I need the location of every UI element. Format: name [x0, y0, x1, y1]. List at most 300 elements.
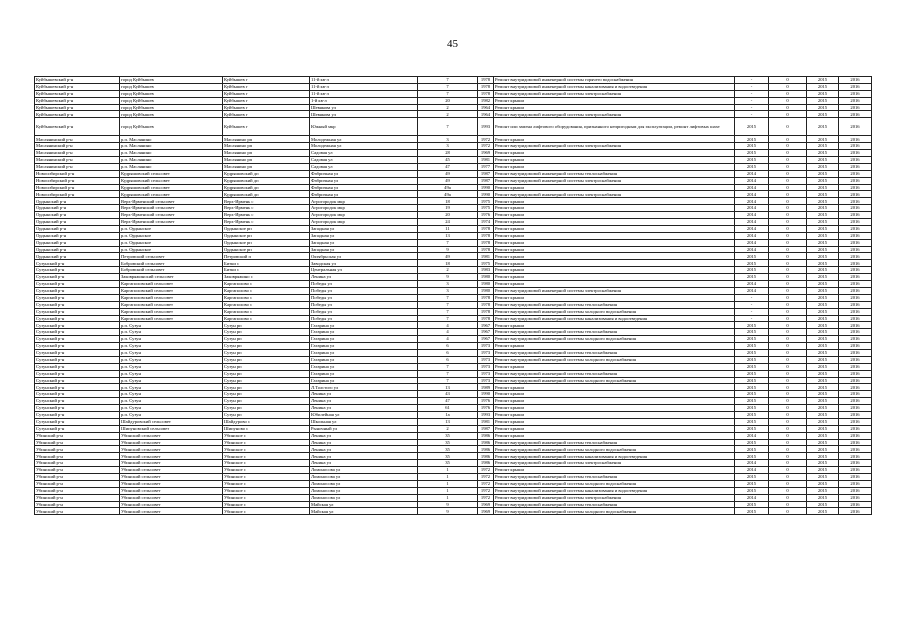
build-year-cell: 1969	[478, 501, 494, 508]
house-number-cell: 7	[418, 83, 478, 90]
start-year-cell: 2015	[807, 384, 839, 391]
table-row	[35, 398, 872, 405]
municipality-cell: Ордынский р-н	[35, 239, 120, 246]
build-year-cell: 1973	[478, 377, 494, 384]
start-year-cell: 2015	[807, 212, 839, 219]
locality-cell: Сузун рп	[223, 370, 310, 377]
locality-cell: Битки с	[223, 260, 310, 267]
survey-year-cell: 2015	[735, 377, 769, 384]
end-year-cell: 2016	[839, 356, 872, 363]
locality-cell: Куйбышев г	[223, 111, 310, 118]
cost-cell: 0	[769, 219, 807, 226]
work-type-cell: Ремонт внутридомовой инженерной системы теплоснабжения	[494, 301, 735, 308]
work-type-cell: Ремонт или замена лифтового оборудования, признанного непригодным для эксплуатации, ремонт лифтовых шахт	[494, 118, 735, 136]
settlement-cell: р.п. Сузун	[120, 411, 223, 418]
house-number-cell: 43	[418, 391, 478, 398]
cost-cell: 0	[769, 191, 807, 198]
start-year-cell: 2015	[807, 446, 839, 453]
settlement-cell: Убинский сельсовет	[120, 501, 223, 508]
build-year-cell: 1972	[478, 473, 494, 480]
start-year-cell: 2015	[807, 267, 839, 274]
survey-year-cell: 2015	[735, 253, 769, 260]
table-row	[35, 163, 872, 170]
settlement-cell: Каргаполовский сельсовет	[120, 281, 223, 288]
end-year-cell: 2016	[839, 177, 872, 184]
street-cell: Ломоносова ул	[310, 467, 418, 474]
survey-year-cell: 2014	[735, 212, 769, 219]
municipality-cell: Сузунский р-н	[35, 267, 120, 274]
start-year-cell: 2015	[807, 501, 839, 508]
settlement-cell: р.п. Сузун	[120, 343, 223, 350]
work-type-cell: Ремонт крыши	[494, 274, 735, 281]
start-year-cell: 2015	[807, 219, 839, 226]
build-year-cell: 1987	[478, 177, 494, 184]
locality-cell: Кудряшовский дп	[223, 191, 310, 198]
cost-cell: 0	[769, 460, 807, 467]
street-cell: Молодежная ул	[310, 136, 418, 143]
house-number-cell: 35	[418, 460, 478, 467]
cost-cell: 0	[769, 418, 807, 425]
cost-cell: 0	[769, 118, 807, 136]
municipality-cell: Сузунский р-н	[35, 384, 120, 391]
end-year-cell: 2016	[839, 315, 872, 322]
survey-year-cell: 2015	[735, 150, 769, 157]
locality-cell: Сузун рп	[223, 336, 310, 343]
cost-cell: 0	[769, 136, 807, 143]
start-year-cell: 2015	[807, 232, 839, 239]
work-type-cell: Ремонт крыши	[494, 384, 735, 391]
start-year-cell: 2015	[807, 308, 839, 315]
settlement-cell: р.п. Сузун	[120, 363, 223, 370]
street-cell: Победы ул	[310, 281, 418, 288]
survey-year-cell: 2014	[735, 281, 769, 288]
start-year-cell: 2015	[807, 315, 839, 322]
street-cell: Ленина ул	[310, 432, 418, 439]
locality-cell: Куйбышев г	[223, 104, 310, 111]
end-year-cell: 2016	[839, 494, 872, 501]
table-row	[35, 191, 872, 198]
locality-cell: Убинское с	[223, 494, 310, 501]
survey-year-cell: 2014	[735, 494, 769, 501]
end-year-cell: 2016	[839, 184, 872, 191]
settlement-cell: р.п. Маслянино	[120, 163, 223, 170]
house-number-cell: 49а	[418, 191, 478, 198]
cost-cell: 0	[769, 405, 807, 412]
survey-year-cell: 2015	[735, 425, 769, 432]
street-cell: Гагарина ул	[310, 356, 418, 363]
table-row	[35, 294, 872, 301]
start-year-cell: 2015	[807, 480, 839, 487]
municipality-cell: Убинский р-н	[35, 487, 120, 494]
street-cell: Майская ул	[310, 508, 418, 515]
house-number-cell: 45	[418, 157, 478, 164]
street-cell: Юбилейная ул	[310, 411, 418, 418]
survey-year-cell: 2015	[735, 163, 769, 170]
end-year-cell: 2016	[839, 446, 872, 453]
house-number-cell: 13	[418, 232, 478, 239]
cost-cell: 0	[769, 391, 807, 398]
street-cell: Южный мкр	[310, 118, 418, 136]
work-type-cell: Ремонт внутридомовой инженерной системы холодного водоснабжения	[494, 446, 735, 453]
start-year-cell: 2015	[807, 460, 839, 467]
settlement-cell: город Куйбышев	[120, 77, 223, 84]
cost-cell: 0	[769, 473, 807, 480]
house-number-cell: 7	[418, 377, 478, 384]
start-year-cell: 2015	[807, 398, 839, 405]
end-year-cell: 2016	[839, 343, 872, 350]
table-row	[35, 239, 872, 246]
street-cell: Октябрьская ул	[310, 253, 418, 260]
build-year-cell: 1973	[478, 363, 494, 370]
build-year-cell: 1972	[478, 494, 494, 501]
street-cell: Л.Толстого ул	[310, 384, 418, 391]
cost-cell: 0	[769, 150, 807, 157]
locality-cell: Маслянино рп	[223, 157, 310, 164]
work-type-cell: Ремонт внутридомовой инженерной системы электроснабжения	[494, 90, 735, 97]
table-row	[35, 453, 872, 460]
start-year-cell: 2015	[807, 473, 839, 480]
build-year-cell: 1976	[478, 212, 494, 219]
table-row	[35, 411, 872, 418]
locality-cell: Куйбышев г	[223, 118, 310, 136]
table-row	[35, 83, 872, 90]
municipality-cell: Ордынский р-н	[35, 253, 120, 260]
end-year-cell: 2016	[839, 308, 872, 315]
street-cell: Фабричная ул	[310, 184, 418, 191]
survey-year-cell: 2015	[735, 384, 769, 391]
municipality-cell: Убинский р-н	[35, 494, 120, 501]
house-number-cell: 61	[418, 405, 478, 412]
street-cell: Ломоносова ул	[310, 480, 418, 487]
table-row	[35, 391, 872, 398]
municipality-cell: Ордынский р-н	[35, 205, 120, 212]
table-row	[35, 356, 872, 363]
end-year-cell: 2016	[839, 370, 872, 377]
house-number-cell: 3	[418, 281, 478, 288]
cost-cell: 0	[769, 143, 807, 150]
work-type-cell: Ремонт крыши	[494, 157, 735, 164]
street-cell: Западная ул	[310, 246, 418, 253]
cost-cell: 0	[769, 501, 807, 508]
municipality-cell: Убинский р-н	[35, 439, 120, 446]
locality-cell: Ордынское рп	[223, 239, 310, 246]
house-number-cell: 1а	[418, 411, 478, 418]
work-type-cell: Ремонт крыши	[494, 294, 735, 301]
house-number-cell: 47	[418, 163, 478, 170]
locality-cell: Кудряшовский дп	[223, 184, 310, 191]
municipality-cell: Куйбышевский р-н	[35, 104, 120, 111]
work-type-cell: Ремонт крыши	[494, 184, 735, 191]
street-cell: Ленина ул	[310, 460, 418, 467]
work-type-cell: Ремонт крыши	[494, 363, 735, 370]
street-cell: Гагарина ул	[310, 329, 418, 336]
end-year-cell: 2016	[839, 83, 872, 90]
end-year-cell: 2016	[839, 170, 872, 177]
work-type-cell: Ремонт крыши	[494, 343, 735, 350]
start-year-cell: 2015	[807, 363, 839, 370]
survey-year-cell: 2014	[735, 460, 769, 467]
locality-cell: Убинское с	[223, 480, 310, 487]
house-number-cell: 20	[418, 97, 478, 104]
house-number-cell: 1	[418, 487, 478, 494]
municipality-cell: Сузунский р-н	[35, 308, 120, 315]
table-row	[35, 315, 872, 322]
house-number-cell: 18	[418, 260, 478, 267]
settlement-cell: Убинский сельсовет	[120, 432, 223, 439]
locality-cell: Маслянино рп	[223, 143, 310, 150]
work-type-cell: Ремонт внутридомовой инженерной системы электроснабжения	[494, 191, 735, 198]
work-type-cell: Ремонт крыши	[494, 391, 735, 398]
table-row	[35, 253, 872, 260]
end-year-cell: 2016	[839, 460, 872, 467]
municipality-cell: Куйбышевский р-н	[35, 118, 120, 136]
settlement-cell: р.п. Ордынское	[120, 232, 223, 239]
locality-cell: Куйбышев г	[223, 90, 310, 97]
table-row	[35, 170, 872, 177]
build-year-cell: 1986	[478, 439, 494, 446]
locality-cell: Сузун рп	[223, 384, 310, 391]
municipality-cell: Сузунский р-н	[35, 391, 120, 398]
work-type-cell: Ремонт крыши	[494, 418, 735, 425]
survey-year-cell: 2014	[735, 219, 769, 226]
locality-cell: Маслянино рп	[223, 136, 310, 143]
street-cell: Гагарина ул	[310, 363, 418, 370]
settlement-cell: Шайдуровский сельсовет	[120, 418, 223, 425]
house-number-cell: 7	[418, 77, 478, 84]
street-cell: Ленина ул	[310, 446, 418, 453]
street-cell: Агрогородок мкр	[310, 205, 418, 212]
end-year-cell: 2016	[839, 232, 872, 239]
municipality-cell: Ордынский р-н	[35, 225, 120, 232]
start-year-cell: 2015	[807, 191, 839, 198]
survey-year-cell: 2015	[735, 343, 769, 350]
cost-cell: 0	[769, 246, 807, 253]
work-type-cell: Ремонт крыши	[494, 246, 735, 253]
end-year-cell: 2016	[839, 281, 872, 288]
start-year-cell: 2015	[807, 143, 839, 150]
survey-year-cell: 2015	[735, 411, 769, 418]
street-cell: Победы ул	[310, 294, 418, 301]
settlement-cell: р.п. Сузун	[120, 322, 223, 329]
end-year-cell: 2016	[839, 136, 872, 143]
locality-cell: Убинское с	[223, 446, 310, 453]
locality-cell: Верх-Ирмень с	[223, 198, 310, 205]
locality-cell: Сузун рп	[223, 411, 310, 418]
build-year-cell: 1975	[478, 205, 494, 212]
end-year-cell: 2016	[839, 191, 872, 198]
settlement-cell: Убинский сельсовет	[120, 494, 223, 501]
end-year-cell: 2016	[839, 77, 872, 84]
end-year-cell: 2016	[839, 405, 872, 412]
end-year-cell: 2016	[839, 508, 872, 515]
survey-year-cell: 2014	[735, 191, 769, 198]
locality-cell: Маслянино рп	[223, 150, 310, 157]
cost-cell: 0	[769, 177, 807, 184]
end-year-cell: 2016	[839, 363, 872, 370]
survey-year-cell: 2014	[735, 287, 769, 294]
table-row	[35, 439, 872, 446]
table-row	[35, 336, 872, 343]
table-row	[35, 418, 872, 425]
end-year-cell: 2016	[839, 260, 872, 267]
survey-year-cell: 2015	[735, 439, 769, 446]
settlement-cell: Убинский сельсовет	[120, 453, 223, 460]
locality-cell: Ордынское рп	[223, 225, 310, 232]
settlement-cell: Убинский сельсовет	[120, 460, 223, 467]
end-year-cell: 2016	[839, 219, 872, 226]
survey-year-cell: 2014	[735, 198, 769, 205]
work-type-cell: Ремонт крыши	[494, 281, 735, 288]
cost-cell: 0	[769, 97, 807, 104]
cost-cell: 0	[769, 439, 807, 446]
settlement-cell: р.п. Сузун	[120, 349, 223, 356]
municipality-cell: Куйбышевский р-н	[35, 90, 120, 97]
table-row	[35, 446, 872, 453]
work-type-cell: Ремонт внутридомовой инженерной системы электроснабжения	[494, 143, 735, 150]
capital-repair-table	[34, 76, 872, 515]
locality-cell: Убинское с	[223, 501, 310, 508]
survey-year-cell: 2014	[735, 177, 769, 184]
build-year-cell: 1986	[478, 453, 494, 460]
build-year-cell: 1978	[478, 232, 494, 239]
work-type-cell: Ремонт внутридомовой инженерной системы холодного водоснабжения	[494, 336, 735, 343]
house-number-cell: 4	[418, 329, 478, 336]
table-row	[35, 329, 872, 336]
table-row	[35, 260, 872, 267]
work-type-cell: Ремонт крыши	[494, 432, 735, 439]
street-cell: Фабричная ул	[310, 170, 418, 177]
build-year-cell: 1972	[478, 487, 494, 494]
settlement-cell: Заковряжинский сельсовет	[120, 274, 223, 281]
start-year-cell: 2015	[807, 432, 839, 439]
settlement-cell: Убинский сельсовет	[120, 480, 223, 487]
build-year-cell: 1973	[478, 343, 494, 350]
table-row	[35, 225, 872, 232]
start-year-cell: 2015	[807, 184, 839, 191]
cost-cell: 0	[769, 349, 807, 356]
house-number-cell: 2	[418, 267, 478, 274]
start-year-cell: 2015	[807, 246, 839, 253]
street-cell: Победы ул	[310, 315, 418, 322]
work-type-cell: Ремонт крыши	[494, 163, 735, 170]
settlement-cell: р.п. Сузун	[120, 391, 223, 398]
start-year-cell: 2015	[807, 170, 839, 177]
cost-cell: 0	[769, 480, 807, 487]
end-year-cell: 2016	[839, 294, 872, 301]
street-cell: Ленина ул	[310, 405, 418, 412]
street-cell: 11-й кв-л	[310, 83, 418, 90]
cost-cell: 0	[769, 329, 807, 336]
survey-year-cell: 2015	[735, 260, 769, 267]
start-year-cell: 2015	[807, 349, 839, 356]
street-cell: 11-й кв-л	[310, 77, 418, 84]
end-year-cell: 2016	[839, 322, 872, 329]
street-cell: Ленина ул	[310, 439, 418, 446]
build-year-cell: 1990	[478, 191, 494, 198]
locality-cell: Сузун рп	[223, 391, 310, 398]
cost-cell: 0	[769, 239, 807, 246]
settlement-cell: Каргаполовский сельсовет	[120, 308, 223, 315]
table-row	[35, 219, 872, 226]
street-cell: Ленина ул	[310, 391, 418, 398]
end-year-cell: 2016	[839, 391, 872, 398]
work-type-cell: Ремонт крыши	[494, 205, 735, 212]
municipality-cell: Новосибирский р-н	[35, 170, 120, 177]
table-row	[35, 384, 872, 391]
house-number-cell: 20	[418, 212, 478, 219]
end-year-cell: 2016	[839, 349, 872, 356]
municipality-cell: Убинский р-н	[35, 501, 120, 508]
cost-cell: 0	[769, 267, 807, 274]
cost-cell: 0	[769, 432, 807, 439]
build-year-cell: 1983	[478, 267, 494, 274]
end-year-cell: 2016	[839, 418, 872, 425]
start-year-cell: 2015	[807, 487, 839, 494]
house-number-cell: 7	[418, 90, 478, 97]
work-type-cell: Ремонт внутридомовой инженерной системы холодного водоснабжения	[494, 377, 735, 384]
street-cell: Рыночный ул	[310, 425, 418, 432]
build-year-cell: 1973	[478, 356, 494, 363]
table-row	[35, 349, 872, 356]
municipality-cell: Ордынский р-н	[35, 246, 120, 253]
municipality-cell: Сузунский р-н	[35, 336, 120, 343]
survey-year-cell: 2015	[735, 446, 769, 453]
survey-year-cell: 2015	[735, 322, 769, 329]
house-number-cell: 35	[418, 446, 478, 453]
work-type-cell: Ремонт крыши	[494, 260, 735, 267]
end-year-cell: 2016	[839, 425, 872, 432]
table-row	[35, 157, 872, 164]
house-number-cell: 9	[418, 246, 478, 253]
house-number-cell: 19	[418, 205, 478, 212]
cost-cell: 0	[769, 363, 807, 370]
settlement-cell: город Куйбышев	[120, 90, 223, 97]
work-type-cell: Ремонт крыши	[494, 398, 735, 405]
cost-cell: 0	[769, 308, 807, 315]
municipality-cell: Новосибирский р-н	[35, 191, 120, 198]
build-year-cell: 1978	[478, 246, 494, 253]
municipality-cell: Сузунский р-н	[35, 405, 120, 412]
work-type-cell: Ремонт крыши	[494, 425, 735, 432]
start-year-cell: 2015	[807, 336, 839, 343]
survey-year-cell: 2014	[735, 432, 769, 439]
table-row	[35, 184, 872, 191]
house-number-cell: 2	[418, 425, 478, 432]
municipality-cell: Маслянинский р-н	[35, 163, 120, 170]
locality-cell: Кудряшовский дп	[223, 170, 310, 177]
cost-cell: 0	[769, 446, 807, 453]
settlement-cell: Убинский сельсовет	[120, 467, 223, 474]
end-year-cell: 2016	[839, 104, 872, 111]
table-row	[35, 246, 872, 253]
locality-cell: Убинское с	[223, 432, 310, 439]
municipality-cell: Сузунский р-н	[35, 377, 120, 384]
cost-cell: 0	[769, 170, 807, 177]
table-row	[35, 111, 872, 118]
start-year-cell: 2015	[807, 260, 839, 267]
street-cell: Западная ул	[310, 239, 418, 246]
survey-year-cell: 2015	[735, 480, 769, 487]
survey-year-cell: 2014	[735, 246, 769, 253]
street-cell: 1-й кв-л	[310, 97, 418, 104]
survey-year-cell: 2015	[735, 508, 769, 515]
cost-cell: 0	[769, 205, 807, 212]
municipality-cell: Куйбышевский р-н	[35, 111, 120, 118]
build-year-cell: 1990	[478, 184, 494, 191]
settlement-cell: Каргаполовский сельсовет	[120, 315, 223, 322]
build-year-cell: 1980	[478, 287, 494, 294]
house-number-cell: 9	[418, 274, 478, 281]
